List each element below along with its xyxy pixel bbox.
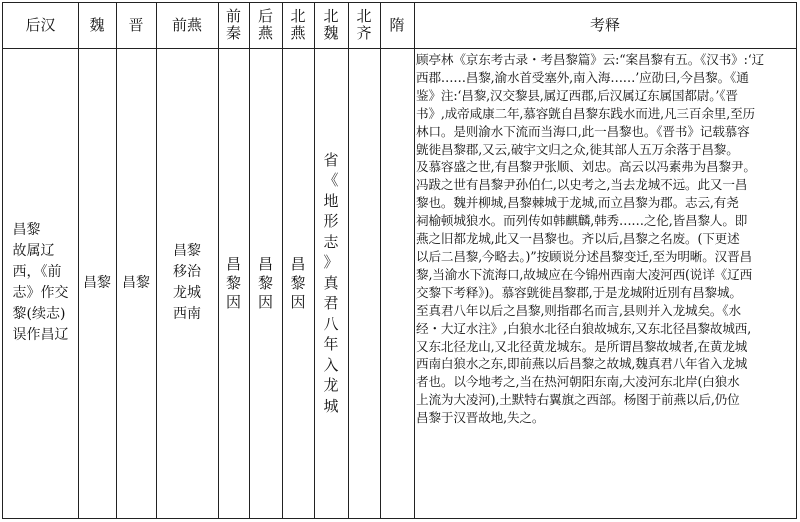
kaoshi-line: 林口。是则渝水下流而当海口,此一昌黎也。《晋书》记载慕容	[416, 123, 750, 139]
col-divider	[414, 3, 415, 518]
cell-qian-yan	[156, 48, 218, 518]
header-char: 北	[290, 7, 306, 25]
header-qian-qin-text	[226, 8, 241, 42]
cell-char: 地	[323, 191, 339, 210]
header-jin: 晋	[128, 15, 144, 34]
cell-char: 黎	[290, 273, 306, 292]
qian-yan-line: 昌黎	[173, 243, 201, 259]
header-bei-yan	[282, 3, 314, 47]
header-bei-wei-text	[323, 8, 338, 42]
kaoshi-line: 西南白狼水之东,即前燕以后昌黎之故城,魏真君八年省入龙城	[416, 356, 748, 372]
qian-yan-line: 龙城	[173, 285, 201, 301]
cell-char: 真	[323, 273, 339, 292]
header-qian-qin	[218, 3, 249, 47]
cell-jin: 昌黎	[122, 274, 150, 291]
cell-bei-yan	[282, 48, 314, 518]
kaoshi-text	[416, 51, 792, 515]
cell-char: 入	[323, 355, 339, 374]
header-hou-yan-text	[258, 8, 273, 42]
cell-char: 《	[323, 171, 339, 190]
header-bei-qi-text	[356, 8, 371, 42]
kaoshi-line: 及慕容盛之世,有昌黎尹张顺、刘忠。高云以冯素弗为昌黎尹。	[416, 159, 756, 175]
hou-han-line: 故属辽	[12, 243, 55, 259]
header-qian-yan: 前燕	[171, 15, 202, 34]
header-char: 燕	[290, 24, 306, 42]
header-char: 前	[225, 7, 241, 25]
kaoshi-line: 书》,成帝咸康二年,慕容皝自昌黎东践水而进,凡三百余里,至历	[416, 105, 755, 121]
header-char: 北	[323, 7, 339, 25]
cell-char: 城	[323, 396, 339, 415]
header-sui: 隋	[389, 15, 405, 34]
kaoshi-line: 又东北径龙山,又北径黄龙城东。是所谓昌黎故城者,在黄龙城	[416, 338, 748, 354]
qian-yan-line: 西南	[173, 306, 201, 322]
cell-char: 龙	[323, 376, 339, 395]
header-char: 齐	[356, 24, 372, 42]
cell-char: 》	[323, 253, 339, 272]
cell-char: 昌	[257, 254, 273, 273]
kaoshi-line: 黎,当渝水下流海口,故城应在今锦州西南大凌河西(说详《辽西	[416, 266, 753, 282]
kaoshi-line: 昌黎于汉晋故地,失之。	[416, 410, 545, 426]
cell-hou-han	[3, 48, 78, 518]
cell-char: 昌	[290, 254, 306, 273]
kaoshi-line: 冯跋之世有昌黎尹孙伯仁,以史考之,当去龙城不远。此又一昌	[416, 177, 748, 193]
cell-char: 因	[225, 292, 241, 311]
header-char: 北	[356, 7, 372, 25]
hou-han-line: 西，《前	[12, 264, 62, 280]
cell-char: 昌	[225, 254, 241, 273]
header-bei-wei	[314, 3, 348, 47]
cell-char: 黎	[257, 273, 273, 292]
kaoshi-line: 西郡……昌黎,渝水首受塞外,南入海……’应劭曰,今昌黎。《通	[416, 69, 749, 85]
hou-han-line: 昌黎	[12, 222, 41, 238]
cell-hou-yan	[249, 48, 282, 518]
qian-yan-line: 移治	[173, 264, 201, 280]
kaoshi-line: 经・大辽水注》,白狼水北径白狼故城东,又东北径昌黎故城西,	[416, 320, 752, 336]
header-hou-yan	[249, 3, 282, 47]
cell-bei-qi	[348, 48, 380, 518]
cell-char: 年	[323, 335, 339, 354]
cell-sui	[380, 48, 414, 518]
header-bei-yan-text	[290, 8, 305, 42]
cell-char: 八	[323, 314, 339, 333]
kaoshi-line: 鉴》注:‘昌黎,汉交黎县,属辽西郡,后汉属辽东属国都尉。’《晋	[416, 87, 738, 103]
cell-char: 志	[323, 232, 339, 251]
header-char: 燕	[257, 24, 273, 42]
kaoshi-line: 祠榆顿城狼水。而列传如韩麒麟,韩秀……之伦,皆昌黎人。即	[416, 213, 748, 229]
header-kaoshi: 考释	[589, 15, 620, 34]
hou-han-line: 志》作交	[12, 285, 69, 301]
header-wei: 魏	[89, 15, 105, 34]
kaoshi-line: 皝徙昌黎郡,又云,破宇文归之众,徙其部人五万余落于昌黎。	[416, 141, 739, 157]
cell-char: 君	[323, 294, 339, 313]
kaoshi-line: 交黎下考释》)。慕容皝徙昌黎郡,于是龙城附近別有昌黎城。	[416, 284, 742, 300]
cell-char: 形	[323, 212, 339, 231]
kaoshi-line: 上流为大凌河),土默特右翼旗之西部。杨图于前燕以后,仍位	[416, 392, 740, 408]
cell-qian-qin	[218, 48, 249, 518]
hou-han-line: 黎(续志)	[12, 306, 66, 322]
header-char: 魏	[323, 24, 339, 42]
header-char: 秦	[225, 24, 241, 42]
cell-wei: 昌黎	[83, 274, 111, 291]
header-hou-han: 后汉	[25, 15, 56, 34]
kaoshi-line: 燕之旧都龙城,此又一昌黎也。齐以后,昌黎之名废。(下更述	[416, 231, 740, 247]
cell-char: 因	[257, 292, 273, 311]
header-char: 后	[257, 7, 273, 25]
kaoshi-line: 以后二昌黎,今略去。)”按顾说分述昌黎变迁,至为明晰。汉晋昌	[416, 248, 752, 264]
hou-han-line: 误作昌辽	[12, 327, 69, 343]
header-bei-qi	[348, 3, 380, 47]
cell-bei-wei	[314, 48, 348, 518]
cell-char: 省	[323, 150, 339, 169]
kaoshi-line: 至真君八年以后之昌黎,则指郡名而言,县则并入龙城矣。《水	[416, 302, 741, 318]
cell-char: 黎	[225, 273, 241, 292]
cell-char: 因	[290, 292, 306, 311]
kaoshi-line: 者也。以今地考之,当在热河朝阳东南,大凌河东北岸(白狼水	[416, 374, 740, 390]
kaoshi-line: 黎也。魏并柳城,昌黎棘城于龙城,而立昌黎为郡。志云,有尧	[416, 195, 739, 211]
kaoshi-line: 顾亭林《京东考古录・考昌黎篇》云:“案昌黎有五。《汉书》:‘辽	[416, 52, 765, 67]
